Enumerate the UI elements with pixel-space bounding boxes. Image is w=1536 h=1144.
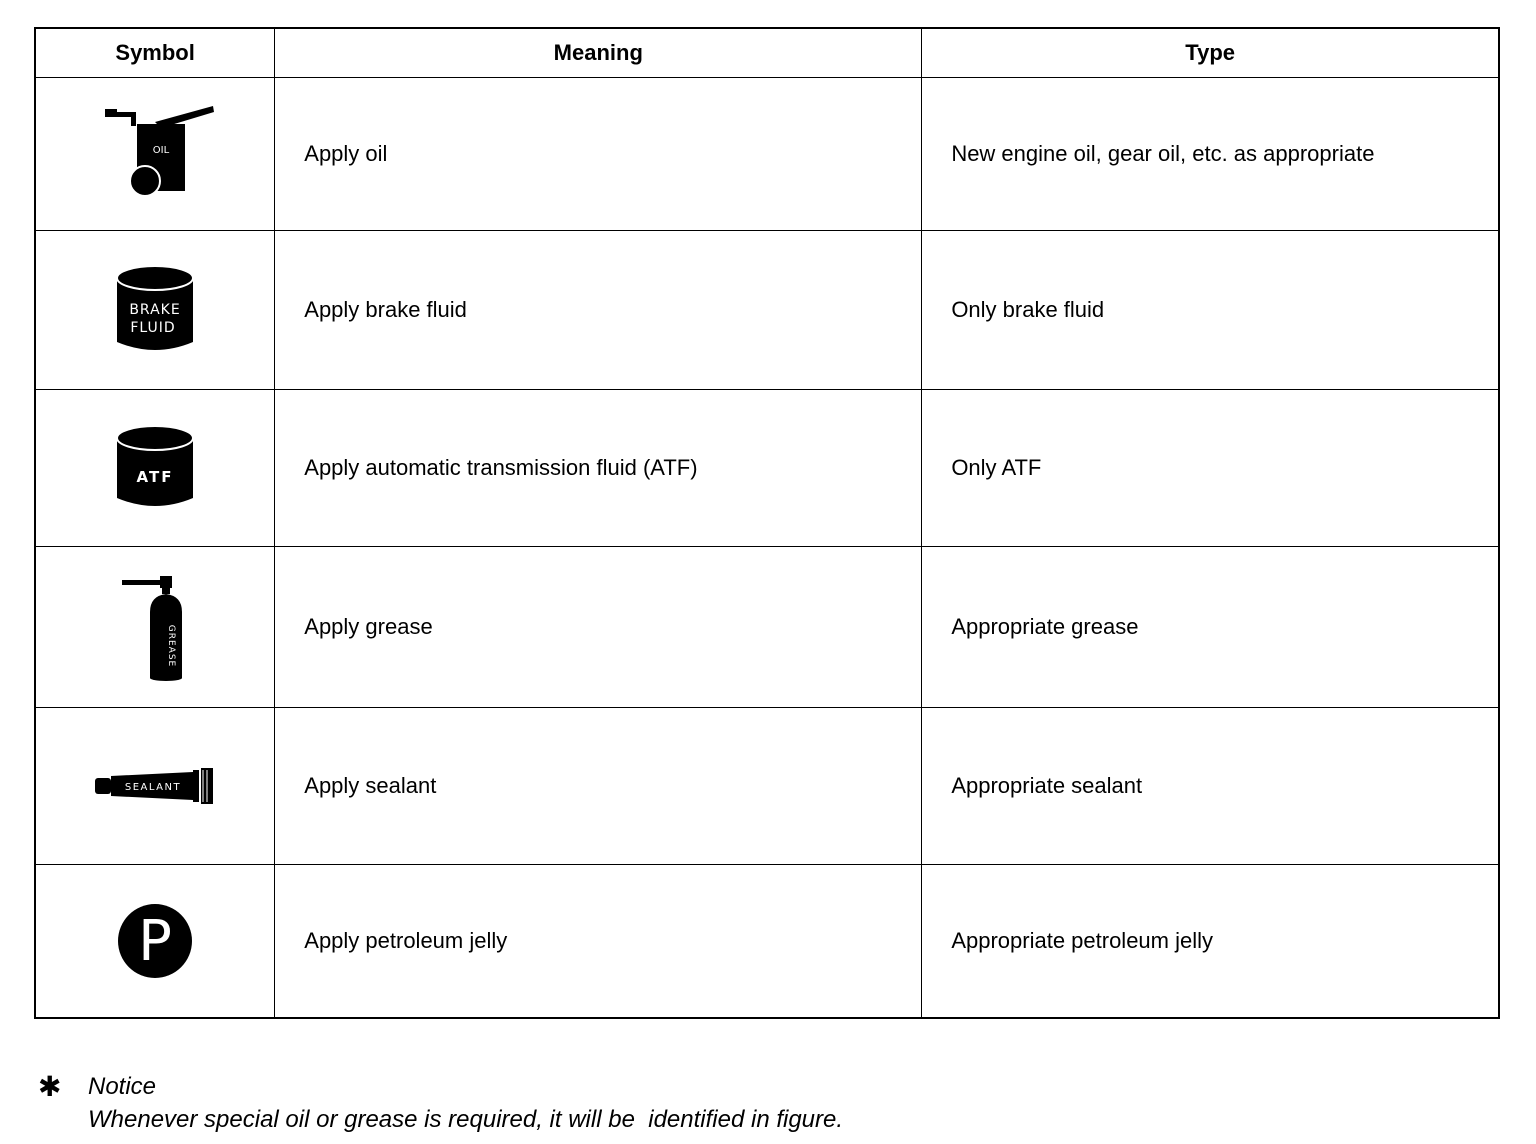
notice-section [38, 1070, 843, 1136]
symbol-cell [35, 708, 275, 865]
symbol-cell [35, 865, 275, 1019]
meaning-cell: Apply brake fluid [275, 231, 922, 390]
type-cell: Only ATF [922, 390, 1499, 547]
sealant-tube-icon [93, 766, 217, 806]
symbol-cell [35, 231, 275, 390]
oil-icon-label: OIL [152, 145, 170, 156]
symbol-cell [35, 390, 275, 547]
header-symbol: Symbol [35, 28, 275, 78]
atf-can-icon [113, 422, 197, 514]
symbol-cell [35, 547, 275, 708]
type-cell: Appropriate sealant [922, 708, 1499, 865]
asterisk-icon: ✱ [38, 1071, 62, 1102]
header-row [35, 28, 1499, 78]
symbol-cell [35, 78, 275, 231]
header-meaning: Meaning [275, 28, 922, 78]
meaning-cell: Apply automatic transmission fluid (ATF) [275, 390, 922, 547]
oil-can-icon [95, 104, 215, 204]
notice-text: Whenever special oil or grease is required, it will be identified in figure. [88, 1106, 844, 1133]
brake-icon-label-2: FLUID [130, 320, 176, 336]
sealant-icon-label: SEALANT [125, 782, 182, 793]
type-cell: Appropriate grease [922, 547, 1499, 708]
type-cell: New engine oil, gear oil, etc. as appropriate [922, 78, 1499, 231]
meaning-cell: Apply petroleum jelly [275, 865, 922, 1019]
grease-icon-label: GREASE [166, 624, 177, 668]
petroleum-jelly-icon [115, 901, 195, 981]
notice-title: Notice [88, 1073, 157, 1100]
grease-spray-icon [120, 572, 190, 682]
table-row [35, 231, 1499, 390]
table-row [35, 708, 1499, 865]
meaning-cell: Apply sealant [275, 708, 922, 865]
type-cell: Only brake fluid [922, 231, 1499, 390]
table-row [35, 547, 1499, 708]
table-row [35, 865, 1499, 1019]
jelly-icon-label: P [138, 909, 173, 974]
brake-icon-label-1: BRAKE [129, 302, 181, 318]
brake-fluid-can-icon [113, 262, 197, 358]
table-row [35, 390, 1499, 547]
type-cell: Appropriate petroleum jelly [922, 865, 1499, 1019]
header-type: Type [922, 28, 1499, 78]
meaning-cell: Apply grease [275, 547, 922, 708]
lubricant-symbol-table [34, 27, 1500, 1019]
meaning-cell: Apply oil [275, 78, 922, 231]
table-row [35, 78, 1499, 231]
atf-icon-label: ATF [136, 468, 174, 486]
